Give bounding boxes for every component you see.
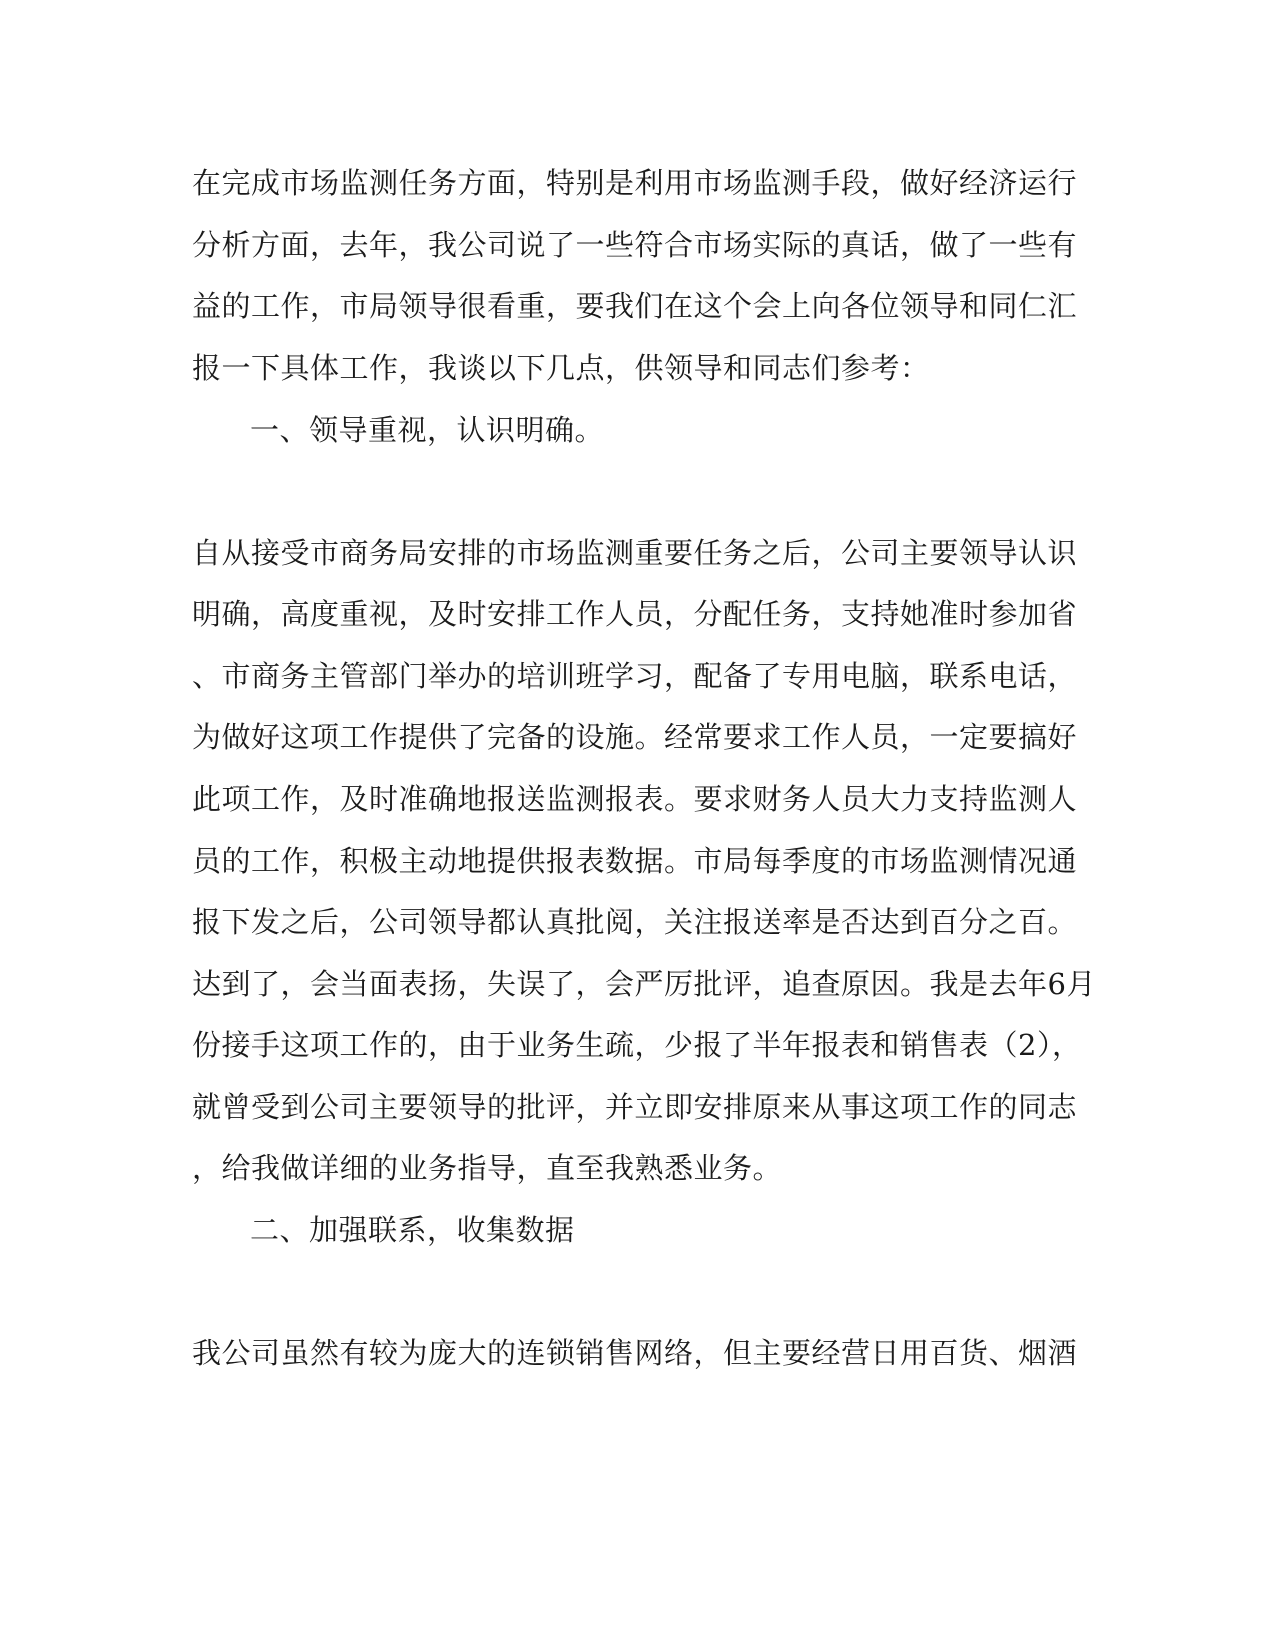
paragraph-line: 明确，高度重视，及时安排工作人员，分配任务，支持她准时参加省 <box>192 597 1078 631</box>
paragraph-line: 为做好这项工作提供了完备的设施。经常要求工作人员，一定要搞好 <box>192 720 1078 754</box>
paragraph-line: 就曾受到公司主要领导的批评，并立即安排原来从事这项工作的同志 <box>192 1090 1078 1124</box>
paragraph-line: 自从接受市商务局安排的市场监测重要任务之后，公司主要领导认识 <box>192 536 1078 570</box>
paragraph-line: 报下发之后，公司领导都认真批阅，关注报送率是否达到百分之百。 <box>192 905 1078 939</box>
paragraph-line: 份接手这项工作的，由于业务生疏，少报了半年报表和销售表（2）， <box>192 1028 1082 1062</box>
paragraph-line: 报一下具体工作，我谈以下几点，供领导和同志们参考： <box>192 351 930 385</box>
paragraph-line: 分析方面，去年，我公司说了一些符合市场实际的真话，做了一些有 <box>192 228 1078 262</box>
section-heading: 二、加强联系，收集数据 <box>250 1213 575 1247</box>
paragraph-line: 、市商务主管部门举办的培训班学习，配备了专用电脑，联系电话， <box>192 659 1078 693</box>
paragraph-line: 达到了，会当面表扬，失误了，会严厉批评，追查原因。我是去年6月 <box>192 967 1096 1001</box>
paragraph-line: 我公司虽然有较为庞大的连锁销售网络，但主要经营日用百货、烟酒 <box>192 1336 1078 1370</box>
paragraph-line: 在完成市场监测任务方面，特别是利用市场监测手段，做好经济运行 <box>192 166 1078 200</box>
paragraph-line: 员的工作，积极主动地提供报表数据。市局每季度的市场监测情况通 <box>192 844 1078 878</box>
paragraph-line: 此项工作，及时准确地报送监测报表。要求财务人员大力支持监测人 <box>192 782 1078 816</box>
paragraph-line: ，给我做详细的业务指导，直至我熟悉业务。 <box>192 1151 783 1185</box>
section-heading: 一、领导重视，认识明确。 <box>250 413 605 447</box>
paragraph-line: 益的工作，市局领导很看重，要我们在这个会上向各位领导和同仁汇 <box>192 289 1078 323</box>
